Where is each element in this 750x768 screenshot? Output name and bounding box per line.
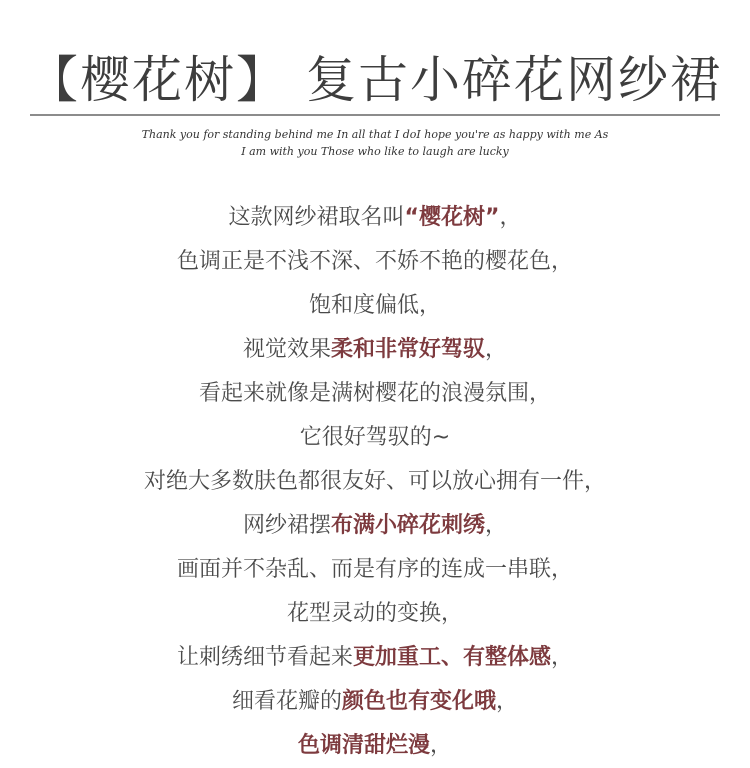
highlight-text: “樱花树” [404, 205, 500, 230]
line-text: 它很好驾驭的~ [299, 425, 451, 450]
text-line [0, 240, 750, 284]
line-punct: ， [499, 205, 522, 230]
highlight-text: 色调清甜烂漫 [297, 733, 430, 758]
text-line [0, 460, 750, 504]
line-text: 画面并不杂乱、而是有序的连成一串联， [176, 557, 573, 582]
line-punct: ， [430, 733, 453, 758]
text-line [0, 416, 750, 460]
highlight-text: 布满小碎花刺绣 [330, 513, 485, 538]
line-text: 看起来就像是满树樱花的浪漫氛围， [198, 381, 551, 406]
page-title: 【樱花树】 复古小碎花网纱裙 [28, 51, 722, 109]
text-line [0, 636, 750, 680]
line-text: 让刺绣细节看起来 [176, 645, 353, 670]
line-text: 这款网纱裙取名叫 [228, 205, 405, 230]
line-text: 色调正是不浅不深、不娇不艳的樱花色， [176, 249, 573, 274]
line-text: 花型灵动的变换， [286, 601, 463, 626]
text-line [0, 328, 750, 372]
description-text [0, 196, 750, 768]
line-punct: ， [496, 689, 519, 714]
line-punct: ， [485, 337, 508, 362]
line-text: 视觉效果 [242, 337, 331, 362]
text-line [0, 592, 750, 636]
subtitle-line: Thank you for standing behind me In all that I doI hope you're as happy with me As [141, 128, 609, 141]
script-subtitle [100, 126, 650, 160]
line-text: 饱和度偏低， [308, 293, 441, 318]
subtitle-line: I am with you Those who like to laugh are lucky [241, 145, 509, 158]
line-text: 网纱裙摆 [242, 513, 331, 538]
highlight-text: 更加重工、有整体感 [352, 645, 551, 670]
text-line [0, 504, 750, 548]
text-line [0, 680, 750, 724]
highlight-text: 柔和非常好驾驭 [330, 337, 485, 362]
title-divider [30, 114, 720, 116]
text-line [0, 372, 750, 416]
line-text: 细看花瓣的 [231, 689, 342, 714]
text-line [0, 284, 750, 328]
line-punct: ， [485, 513, 508, 538]
text-line [0, 196, 750, 240]
highlight-text: 颜色也有变化哦 [341, 689, 496, 714]
text-line [0, 548, 750, 592]
line-text: 对绝大多数肤色都很友好、可以放心拥有一件， [143, 469, 606, 494]
line-punct: ， [551, 645, 574, 670]
text-line [0, 724, 750, 768]
